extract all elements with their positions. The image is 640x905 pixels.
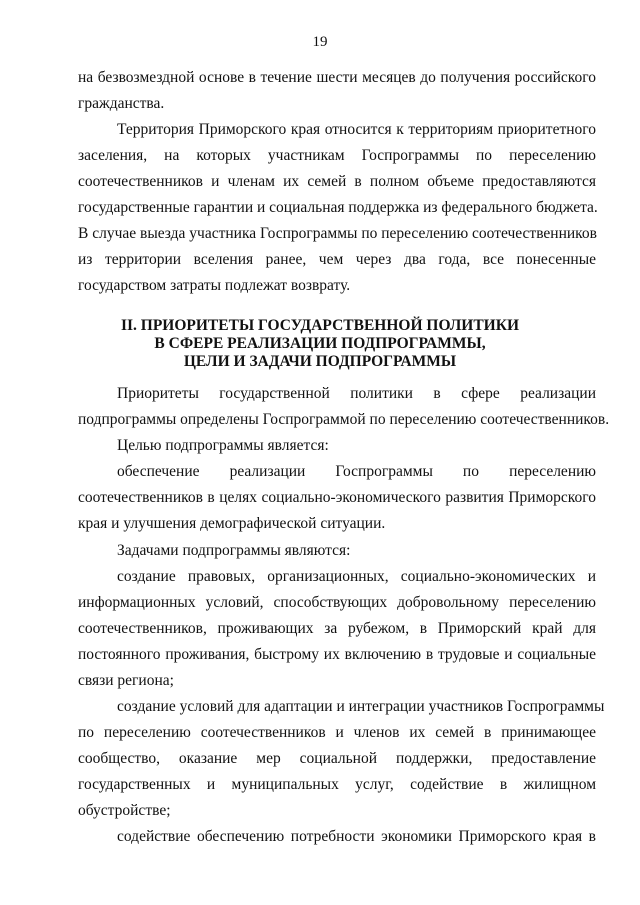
section-heading-line: ЦЕЛИ И ЗАДАЧИ ПОДПРОГРАММЫ: [183, 353, 457, 370]
body-text-line: соотечественников, проживающих за рубежом, в Приморский край для: [78, 620, 596, 637]
body-text-line: постоянного проживания, быстрому их включению в трудовые и социальные: [78, 646, 596, 663]
body-text-line: государственные гарантии и социальная поддержка из федерального бюджета.: [78, 199, 598, 216]
body-text-line: Задачами подпрограммы являются:: [117, 542, 351, 559]
body-text-line: связи региона;: [78, 672, 174, 689]
body-text-line: содействие обеспечению потребности экономики Приморского края в: [117, 828, 596, 845]
section-heading-line: В СФЕРЕ РЕАЛИЗАЦИИ ПОДПРОГРАММЫ,: [154, 335, 486, 352]
body-text-line: государственных и муниципальных услуг, содействие в жилищном: [78, 776, 596, 793]
body-text-line: соотечественников и членам их семей в полном объеме предоставляются: [78, 173, 596, 190]
body-text-line: Территория Приморского края относится к территориям приоритетного: [117, 121, 596, 138]
body-text-line: по переселению соотечественников и членов их семей в принимающее: [78, 724, 596, 741]
body-text-line: гражданства.: [78, 95, 165, 112]
body-text-line: Целью подпрограммы является:: [117, 437, 329, 454]
body-text-line: информационных условий, способствующих добровольному переселению: [78, 594, 596, 611]
body-text-line: обеспечение реализации Госпрограммы по переселению: [117, 463, 596, 480]
body-text-line: создание правовых, организационных, социально-экономических и: [117, 568, 596, 585]
body-text-line: государством затраты подлежат возврату.: [78, 277, 351, 294]
body-text-line: подпрограммы определены Госпрограммой по переселению соотечественников.: [78, 411, 610, 428]
section-heading-line: II. ПРИОРИТЕТЫ ГОСУДАРСТВЕННОЙ ПОЛИТИКИ: [120, 317, 520, 334]
body-text-line: В случае выезда участника Госпрограммы по переселению соотечественников: [78, 225, 597, 242]
body-text-line: сообщество, оказание мер социальной поддержки, предоставление: [78, 750, 596, 767]
body-text-line: соотечественников в целях социально-экономического развития Приморского: [78, 489, 596, 506]
body-text-line: края и улучшения демографической ситуации.: [78, 515, 386, 532]
body-text-line: на безвозмездной основе в течение шести месяцев до получения российского: [78, 69, 596, 86]
body-text-line: заселения, на которых участникам Госпрограммы по переселению: [78, 147, 596, 164]
body-text-line: создание условий для адаптации и интеграции участников Госпрограммы: [117, 698, 605, 715]
body-text-line: из территории вселения ранее, чем через два года, все понесенные: [78, 251, 596, 268]
body-text-line: обустройстве;: [78, 802, 171, 819]
body-text-line: Приоритеты государственной политики в сфере реализации: [117, 385, 596, 402]
page-number: 19: [312, 34, 328, 50]
